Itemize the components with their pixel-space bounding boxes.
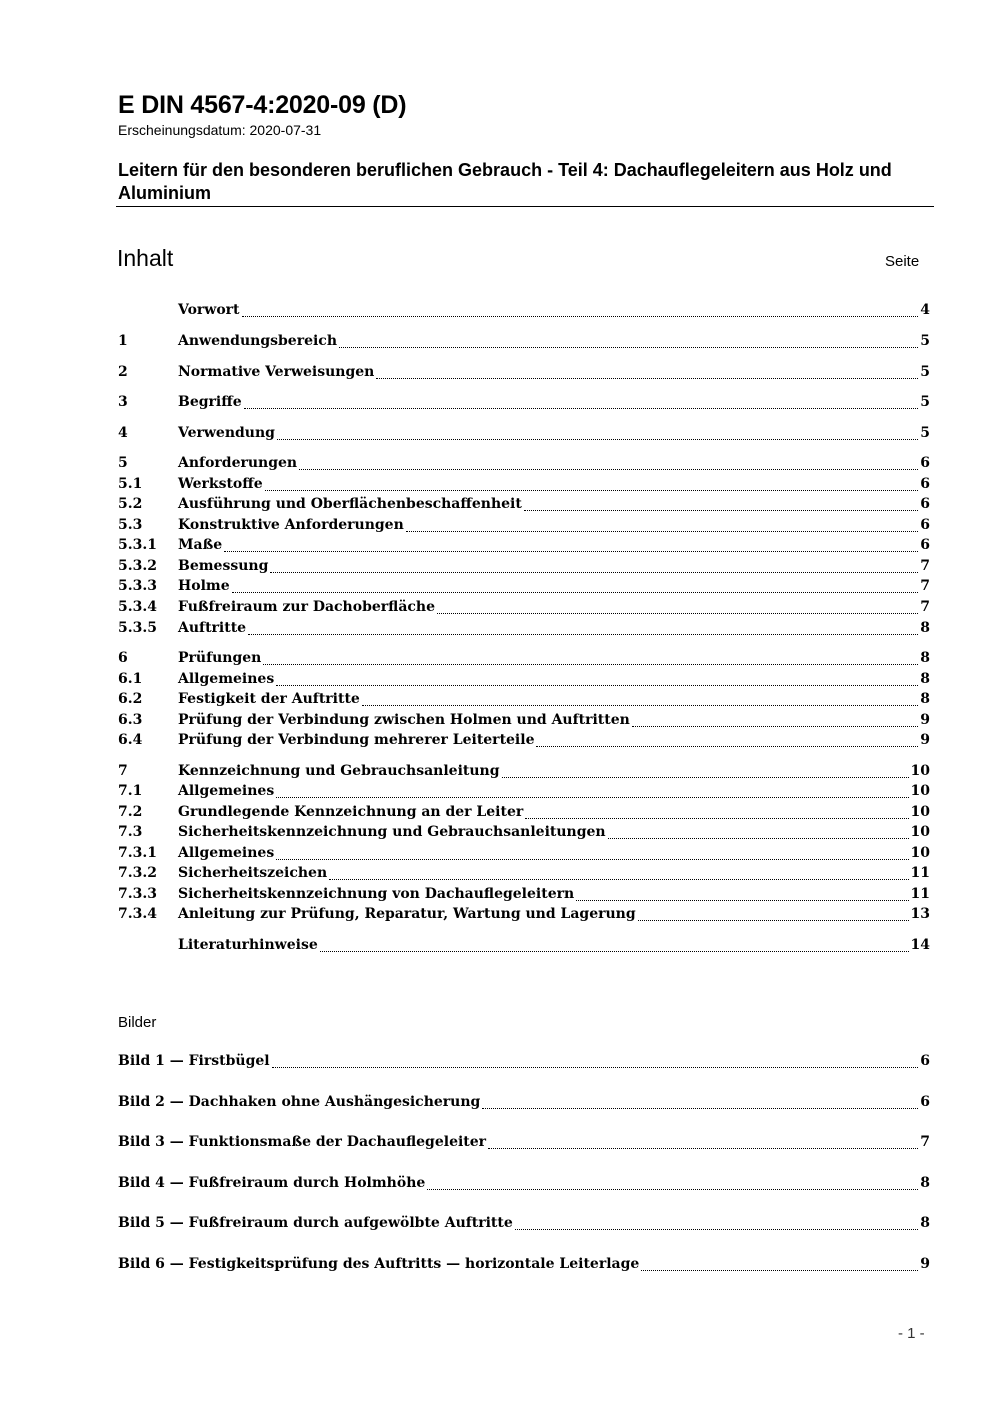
toc-entry-number: 7.1: [118, 783, 143, 799]
dot-leader: [536, 745, 918, 747]
toc-entry[interactable]: [118, 599, 930, 619]
toc-entry-number: 7.2: [118, 804, 143, 820]
toc-entry[interactable]: [118, 906, 930, 926]
toc-entry-number: 5: [118, 455, 128, 471]
toc-entry[interactable]: [118, 845, 930, 865]
toc-entry[interactable]: [118, 364, 930, 384]
figure-entry[interactable]: [118, 1134, 930, 1154]
entry-page-number: 13: [910, 906, 930, 922]
dot-leader: [524, 509, 918, 511]
figure-entry-label: Bild 6 — Festigkeitsprüfung des Auftritts — horizontale Leiterlage: [118, 1256, 640, 1272]
dot-leader: [488, 1147, 918, 1149]
toc-entry-label: Maße: [178, 537, 223, 553]
toc-entry-label: Fußfreiraum zur Dachoberfläche: [178, 599, 436, 615]
toc-entry[interactable]: [118, 671, 930, 691]
entry-page-number: 8: [920, 1175, 930, 1191]
toc-entry-label: Sicherheitskennzeichnung und Gebrauchsanleitungen: [178, 824, 606, 840]
dot-leader: [320, 950, 909, 952]
toc-entry-label: Prüfung der Verbindung mehrerer Leiterteile: [178, 732, 535, 748]
dot-leader: [339, 346, 918, 348]
dot-leader: [263, 663, 918, 665]
toc-entry[interactable]: [118, 732, 930, 752]
dot-leader: [276, 796, 908, 798]
page-number: - 1 -: [898, 1325, 925, 1342]
toc-entry[interactable]: [118, 578, 930, 598]
entry-page-number: 8: [920, 671, 930, 687]
toc-entry-number: 5.3.1: [118, 537, 157, 553]
dot-leader: [427, 1188, 918, 1190]
title-divider: [116, 206, 934, 207]
toc-entry[interactable]: [118, 620, 930, 640]
entry-page-number: 5: [920, 333, 930, 349]
entry-page-number: 7: [920, 599, 930, 615]
entry-page-number: 10: [910, 763, 930, 779]
document-id: E DIN 4567-4:2020-09 (D): [118, 91, 407, 119]
toc-entry[interactable]: [118, 865, 930, 885]
dot-leader: [244, 407, 919, 409]
toc-entry-label: Allgemeines: [178, 783, 275, 799]
toc-entry-label: Sicherheitskennzeichnung von Dachauflegeleitern: [178, 886, 575, 902]
toc-page-column-label: Seite: [885, 253, 920, 270]
toc-entry-number: 5.3: [118, 517, 143, 533]
entry-page-number: 6: [920, 1094, 930, 1110]
dot-leader: [277, 438, 918, 440]
toc-entry-label: Ausführung und Oberflächenbeschaffenheit: [178, 496, 522, 512]
toc-entry-label: Grundlegende Kennzeichnung an der Leiter: [178, 804, 524, 820]
toc-entry-number: 4: [118, 425, 128, 441]
entry-page-number: 6: [920, 496, 930, 512]
dot-leader: [482, 1107, 918, 1109]
toc-entry-number: 7: [118, 763, 128, 779]
dot-leader: [525, 817, 908, 819]
toc-entry-number: 1: [118, 333, 128, 349]
dot-leader: [272, 1066, 919, 1068]
entry-page-number: 6: [920, 517, 930, 533]
toc-entry-label: Sicherheitszeichen: [178, 865, 328, 881]
dot-leader: [265, 489, 919, 491]
toc-entry-label: Allgemeines: [178, 845, 275, 861]
toc-entry-label: Allgemeines: [178, 671, 275, 687]
dot-leader: [406, 530, 918, 532]
toc-entry-number: 5.3.3: [118, 578, 157, 594]
toc-entry-label: Literaturhinweise: [178, 937, 318, 953]
toc-entry-number: 5.3.2: [118, 558, 157, 574]
toc-entry-number: 7.3.2: [118, 865, 157, 881]
toc-entry-number: 7.3.3: [118, 886, 157, 902]
toc-entry-label: Vorwort: [178, 302, 240, 318]
entry-page-number: 10: [910, 783, 930, 799]
dot-leader: [376, 377, 918, 379]
dot-leader: [437, 612, 918, 614]
dot-leader: [276, 858, 908, 860]
entry-page-number: 8: [920, 650, 930, 666]
toc-entry-number: 6.4: [118, 732, 143, 748]
toc-entry-number: 6.2: [118, 691, 143, 707]
entry-page-number: 11: [910, 886, 930, 902]
toc-entry[interactable]: [118, 558, 930, 578]
toc-entry-label: Kennzeichnung und Gebrauchsanleitung: [178, 763, 500, 779]
entry-page-number: 9: [920, 1256, 930, 1272]
entry-page-number: 6: [920, 1053, 930, 1069]
toc-entry[interactable]: [118, 783, 930, 803]
dot-leader: [224, 550, 918, 552]
dot-leader: [576, 899, 908, 901]
dot-leader: [248, 633, 918, 635]
dot-leader: [641, 1269, 918, 1271]
entry-page-number: 8: [920, 691, 930, 707]
entry-page-number: 6: [920, 476, 930, 492]
toc-entry-label: Auftritte: [178, 620, 247, 636]
toc-entry-number: 6: [118, 650, 128, 666]
dot-leader: [299, 468, 918, 470]
toc-entry[interactable]: [118, 691, 930, 711]
toc-entry-number: 7.3.4: [118, 906, 157, 922]
toc-entry-label: Konstruktive Anforderungen: [178, 517, 404, 533]
toc-entry-label: Festigkeit der Auftritte: [178, 691, 360, 707]
figure-entry-label: Bild 1 — Firstbügel: [118, 1053, 270, 1069]
toc-entry[interactable]: [118, 712, 930, 732]
toc-entry[interactable]: [118, 804, 930, 824]
dot-leader: [276, 684, 918, 686]
entry-page-number: 14: [910, 937, 930, 953]
toc-entry-number: 6.1: [118, 671, 143, 687]
entry-page-number: 5: [920, 425, 930, 441]
entry-page-number: 7: [920, 578, 930, 594]
entry-page-number: 9: [920, 732, 930, 748]
figure-entry[interactable]: [118, 1175, 930, 1195]
document-title: Leitern für den besonderen beruflichen Gebrauch - Teil 4: Dachauflegeleitern aus Holz und Aluminium: [118, 160, 892, 203]
toc-entry[interactable]: [118, 537, 930, 557]
toc-entry-number: 3: [118, 394, 128, 410]
toc-heading: Inhalt: [117, 245, 174, 271]
publication-date: Erscheinungsdatum: 2020-07-31: [118, 122, 322, 138]
dot-leader: [632, 725, 918, 727]
entry-page-number: 8: [920, 1215, 930, 1231]
toc-entry[interactable]: [118, 425, 930, 445]
dot-leader: [502, 776, 909, 778]
toc-entry[interactable]: [118, 476, 930, 496]
dot-leader: [362, 704, 918, 706]
figure-entry-label: Bild 5 — Fußfreiraum durch aufgewölbte Auftritte: [118, 1215, 513, 1231]
toc-entry-label: Bemessung: [178, 558, 269, 574]
dot-leader: [515, 1228, 918, 1230]
entry-page-number: 5: [920, 394, 930, 410]
figure-entry[interactable]: [118, 1215, 930, 1235]
toc-entry-number: 7.3: [118, 824, 143, 840]
figure-entry-label: Bild 2 — Dachhaken ohne Aushängesicherung: [118, 1094, 481, 1110]
toc-entry[interactable]: [118, 886, 930, 906]
toc-entry[interactable]: [118, 496, 930, 516]
toc-entry-number: 5.2: [118, 496, 143, 512]
toc-entry-label: Anwendungsbereich: [178, 333, 337, 349]
toc-entry[interactable]: [118, 333, 930, 353]
toc-entry[interactable]: [118, 937, 930, 957]
figure-entry[interactable]: [118, 1256, 930, 1276]
toc-entry-label: Holme: [178, 578, 230, 594]
entry-page-number: 7: [920, 558, 930, 574]
toc-entry-label: Begriffe: [178, 394, 242, 410]
toc-entry[interactable]: [118, 763, 930, 783]
entry-page-number: 6: [920, 537, 930, 553]
toc-entry-number: 5.3.4: [118, 599, 157, 615]
entry-page-number: 7: [920, 1134, 930, 1150]
toc-entry[interactable]: [118, 455, 930, 475]
entry-page-number: 11: [910, 865, 930, 881]
toc-entry[interactable]: [118, 394, 930, 414]
figure-entry[interactable]: [118, 1053, 930, 1073]
toc-entry[interactable]: [118, 302, 930, 322]
entry-page-number: 6: [920, 455, 930, 471]
toc-entry-number: 2: [118, 364, 128, 380]
toc-entry[interactable]: [118, 517, 930, 537]
entry-page-number: 10: [910, 824, 930, 840]
toc-entry-number: 5.3.5: [118, 620, 157, 636]
toc-entry-number: 7.3.1: [118, 845, 157, 861]
entry-page-number: 10: [910, 804, 930, 820]
toc-entry[interactable]: [118, 824, 930, 844]
toc-entry-label: Normative Verweisungen: [178, 364, 375, 380]
dot-leader: [329, 878, 908, 880]
entry-page-number: 8: [920, 620, 930, 636]
entry-page-number: 4: [920, 302, 930, 318]
toc-entry-label: Prüfungen: [178, 650, 262, 666]
dot-leader: [270, 571, 918, 573]
toc-entry-label: Prüfung der Verbindung zwischen Holmen und Auftritten: [178, 712, 630, 728]
figures-heading: Bilder: [118, 1014, 157, 1031]
toc-entry-number: 6.3: [118, 712, 143, 728]
entry-page-number: 5: [920, 364, 930, 380]
entry-page-number: 9: [920, 712, 930, 728]
dot-leader: [242, 315, 919, 317]
toc-entry-label: Anleitung zur Prüfung, Reparatur, Wartung und Lagerung: [178, 906, 636, 922]
dot-leader: [638, 919, 909, 921]
figure-entry[interactable]: [118, 1094, 930, 1114]
toc-entry-number: 5.1: [118, 476, 143, 492]
toc-entry-label: Verwendung: [178, 425, 275, 441]
entry-page-number: 10: [910, 845, 930, 861]
toc-entry[interactable]: [118, 650, 930, 670]
dot-leader: [232, 591, 919, 593]
toc-entry-label: Werkstoffe: [178, 476, 263, 492]
figure-entry-label: Bild 3 — Funktionsmaße der Dachauflegeleiter: [118, 1134, 487, 1150]
dot-leader: [608, 837, 909, 839]
toc-entry-label: Anforderungen: [178, 455, 298, 471]
figure-entry-label: Bild 4 — Fußfreiraum durch Holmhöhe: [118, 1175, 426, 1191]
